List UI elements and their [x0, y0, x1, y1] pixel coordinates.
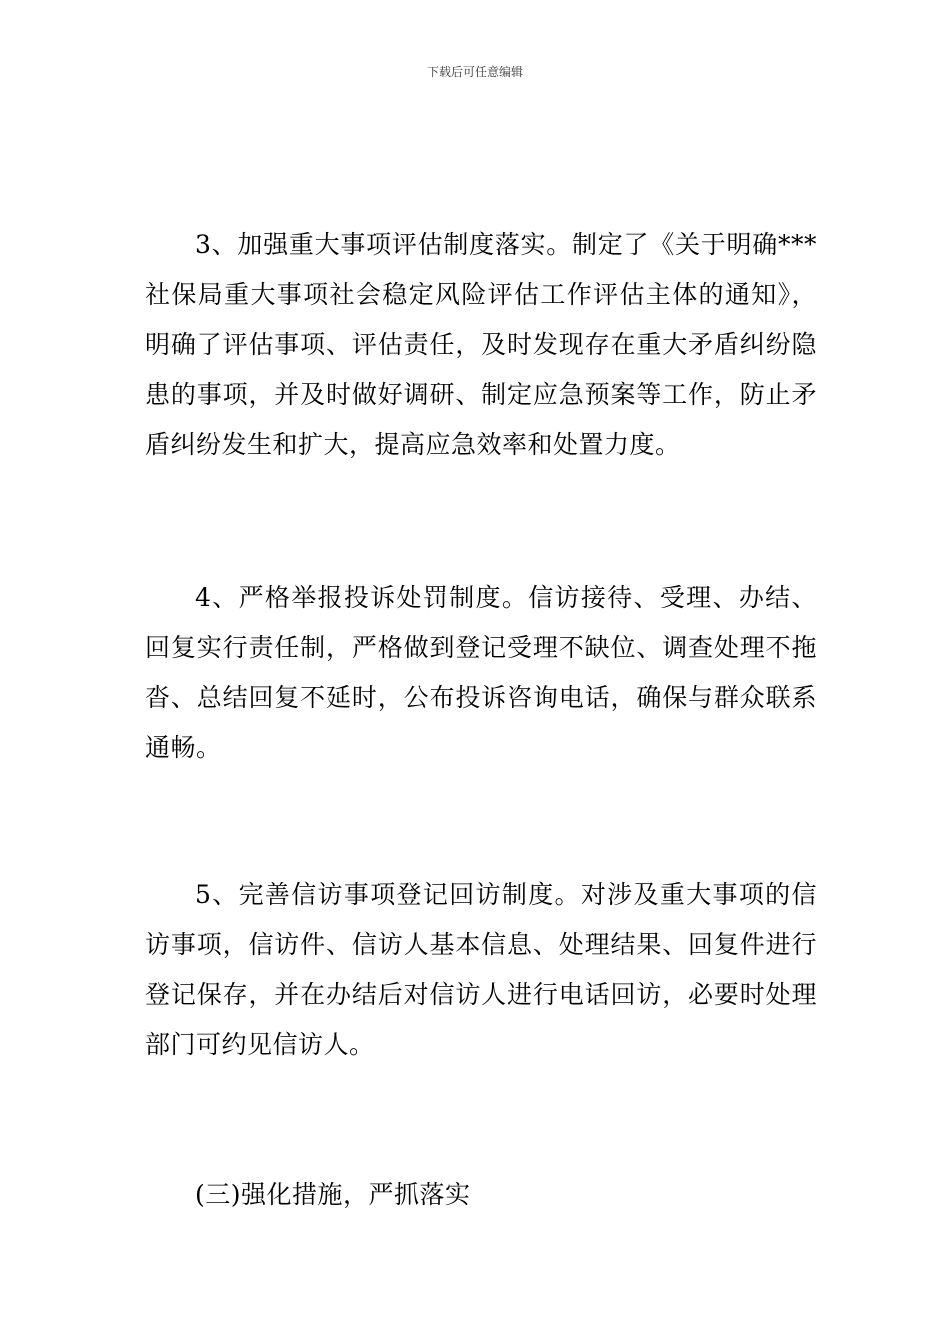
paragraph-item-4: 4、严格举报投诉处罚制度。信访接待、受理、办结、回复实行责任制，严格做到登记受理不缺位、调查处理不拖沓、总结回复不延时，公布投诉咨询电话，确保与群众联系通畅。: [145, 583, 817, 762]
page-header-note: 下载后可任意编辑: [426, 65, 523, 79]
paragraph-item-3: 3、加强重大事项评估制度落实。制定了《关于明确***社保局重大事项社会稳定风险评估工作评估主体的通知》，明确了评估事项、评估责任，及时发现存在重大矛盾纠纷隐患的事项，并及时做好调研、制定应急预案等工作，防止矛盾纠纷发生和扩大，提高应急效率和处置力度。: [145, 230, 817, 459]
paragraph-item-5: 5、完善信访事项登记回访制度。对涉及重大事项的信访事项，信访件、信访人基本信息、处理结果、回复件进行登记保存，并在办结后对信访人进行电话回访，必要时处理部门可约见信访人。: [145, 880, 817, 1059]
section-heading: (三)强化措施，严抓落实: [195, 1180, 471, 1209]
